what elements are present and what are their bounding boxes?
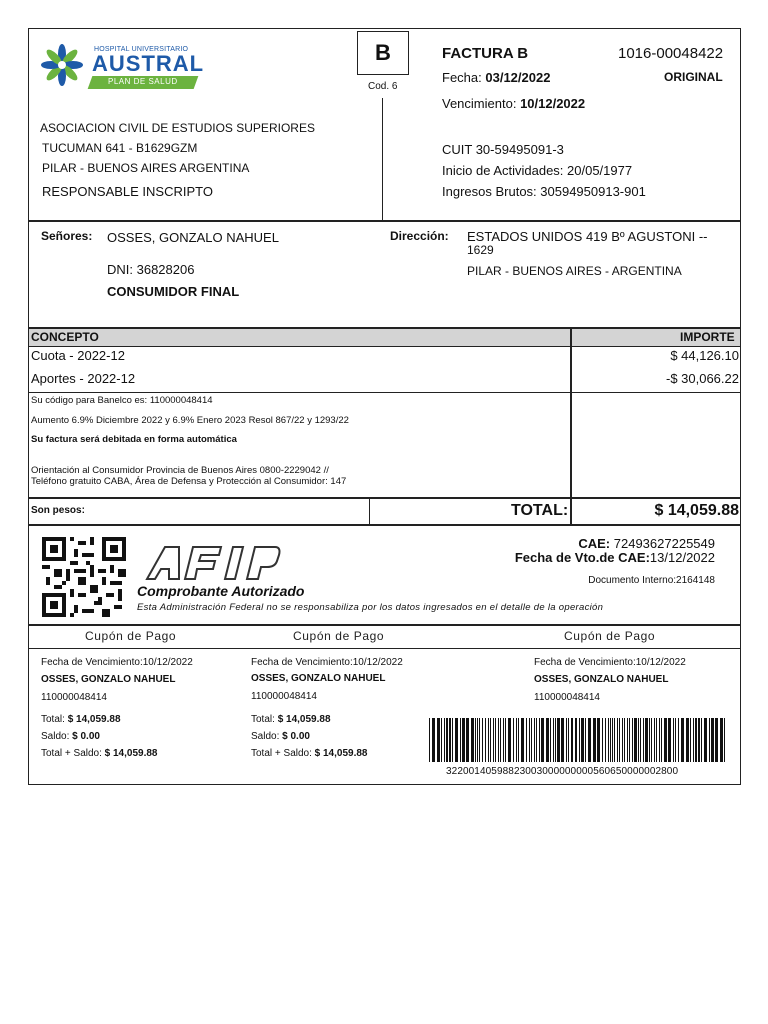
comprobante-autorizado: Comprobante Autorizado xyxy=(137,583,305,599)
note-aumento: Aumento 6.9% Diciembre 2022 y 6.9% Enero 2023 Resol 867/22 y 1293/22 xyxy=(31,415,349,426)
afip-bottom-rule xyxy=(28,624,741,626)
coupon-1-total-label: Total: xyxy=(41,714,65,725)
issuer-address: TUCUMAN 641 - B1629GZM xyxy=(42,141,198,155)
totals-divider-left xyxy=(369,497,370,524)
copy-label: ORIGINAL xyxy=(664,70,723,84)
barcode-number: 32200140598823003000000000560650000002800 xyxy=(446,766,679,777)
issuer-ingresos: Ingresos Brutos: 30594950913-901 xyxy=(442,184,646,199)
coupon-2-total-saldo-value: $ 14,059.88 xyxy=(314,748,368,759)
coupon-2-total-value: $ 14,059.88 xyxy=(277,714,331,725)
items-header-bar xyxy=(29,328,740,346)
coupon-title-rule xyxy=(28,648,741,649)
issuer-inicio: Inicio de Actividades: 20/05/1977 xyxy=(442,163,633,178)
coupon-2-name: OSSES, GONZALO NAHUEL xyxy=(251,673,386,684)
coupon-2-total-label: Total: xyxy=(251,714,275,725)
qr-code-icon xyxy=(42,537,126,617)
coupon-2-vencimiento: Fecha de Vencimiento:10/12/2022 xyxy=(251,657,403,668)
logo-line3: PLAN DE SALUD xyxy=(108,77,178,86)
coupon-2-total-saldo-label: Total + Saldo: xyxy=(251,748,312,759)
coupon-1-code: 110000048414 xyxy=(41,692,107,703)
doc-title: FACTURA B xyxy=(442,45,529,62)
flower-logo-icon xyxy=(38,42,86,88)
company-logo xyxy=(38,42,208,92)
coupon-1-title: Cupón de Pago xyxy=(85,629,177,643)
fecha-label: Fecha: xyxy=(442,70,482,85)
client-name: OSSES, GONZALO NAHUEL xyxy=(107,230,279,245)
cod-label: Cod. 6 xyxy=(368,81,398,92)
coupon-3-title: Cupón de Pago xyxy=(564,629,656,643)
doc-number: 1016-00048422 xyxy=(618,45,724,62)
coupon-2-saldo-value: $ 0.00 xyxy=(282,731,310,742)
client-dni: DNI: 36828206 xyxy=(107,262,195,277)
note-orientacion-2: Teléfono gratuito CABA, Área de Defensa y Protección al Consumidor: 147 xyxy=(31,476,347,487)
afip-disclaimer: Esta Administración Federal no se responsabiliza por los datos ingresados en el detalle de la operación xyxy=(137,602,604,613)
afip-logo xyxy=(145,530,281,581)
issuer-name: ASOCIACION CIVIL DE ESTUDIOS SUPERIORES xyxy=(40,121,315,135)
items-header-rule xyxy=(28,346,741,347)
coupon-2-title: Cupón de Pago xyxy=(293,629,385,643)
total-label: TOTAL: xyxy=(511,502,569,519)
item-row-2-concepto: Aportes - 2022-12 xyxy=(31,371,136,386)
barcode-icon xyxy=(429,718,728,762)
coupon-3-vencimiento: Fecha de Vencimiento:10/12/2022 xyxy=(534,657,686,668)
note-banelco: Su código para Banelco es: 110000048414 xyxy=(31,395,213,406)
cae-row xyxy=(520,536,715,551)
vencimiento-value: 10/12/2022 xyxy=(520,96,586,111)
header-divider xyxy=(382,98,383,220)
cae-vto-value: 13/12/2022 xyxy=(649,550,715,565)
totals-top-rule xyxy=(28,497,741,499)
items-top-rule xyxy=(28,327,741,329)
issuer-city: PILAR - BUENOS AIRES ARGENTINA xyxy=(42,161,250,175)
vencimiento-label: Vencimiento: xyxy=(442,96,517,111)
coupon-1-saldo xyxy=(41,731,100,742)
coupon-1-name: OSSES, GONZALO NAHUEL xyxy=(41,674,176,685)
coupon-1-saldo-label: Saldo: xyxy=(41,731,70,742)
item-row-1-importe: $ 44,126.10 xyxy=(670,348,739,363)
note-orientacion-1: Orientación al Consumidor Provincia de Buenos Aires 0800-2229042 // xyxy=(31,465,329,476)
coupon-2-total-saldo xyxy=(251,748,367,759)
direccion-label: Dirección: xyxy=(390,229,449,243)
coupon-1-total-saldo xyxy=(41,748,157,759)
client-address-line3: PILAR - BUENOS AIRES - ARGENTINA xyxy=(467,264,682,278)
vencimiento-row xyxy=(442,96,585,111)
fecha-value: 03/12/2022 xyxy=(485,70,551,85)
totals-bottom-rule xyxy=(28,524,741,526)
afip-logo-text: AFIP xyxy=(145,530,181,547)
coupon-1-total xyxy=(41,714,121,725)
son-pesos-label: Son pesos: xyxy=(31,505,85,516)
note-debito: Su factura será debitada en forma automática xyxy=(31,434,237,445)
header-bottom-rule xyxy=(28,220,741,222)
coupon-1-total-saldo-value: $ 14,059.88 xyxy=(104,748,158,759)
coupon-2-code: 110000048414 xyxy=(251,691,317,702)
logo-line2: AUSTRAL xyxy=(92,51,205,76)
coupon-2-saldo xyxy=(251,731,310,742)
col-concepto-header: CONCEPTO xyxy=(31,330,99,344)
client-condition: CONSUMIDOR FINAL xyxy=(107,284,240,299)
item-row-1-concepto: Cuota - 2022-12 xyxy=(31,348,125,363)
issuer-tax-condition: RESPONSABLE INSCRIPTO xyxy=(42,184,213,199)
coupon-3-name: OSSES, GONZALO NAHUEL xyxy=(534,674,669,685)
client-address-line1: ESTADOS UNIDOS 419 Bº AGUSTONI -- xyxy=(467,229,708,244)
logo-line1: HOSPITAL UNIVERSITARIO xyxy=(94,46,189,53)
totals-divider-right xyxy=(570,497,572,524)
documento-interno: Documento Interno:2164148 xyxy=(588,575,715,586)
coupon-2-saldo-label: Saldo: xyxy=(251,731,280,742)
issuer-cuit: CUIT 30-59495091-3 xyxy=(442,142,564,157)
client-address-line2: 1629 xyxy=(467,243,494,257)
items-rows-rule xyxy=(28,392,741,393)
coupon-2-total xyxy=(251,714,331,725)
cae-vto-label: Fecha de Vto.de CAE: xyxy=(514,550,650,565)
senores-label: Señores: xyxy=(41,229,93,243)
coupon-1-saldo-value: $ 0.00 xyxy=(72,731,100,742)
item-row-2-importe: -$ 30,066.22 xyxy=(665,371,739,386)
col-importe-header: IMPORTE xyxy=(680,330,735,344)
fecha-row xyxy=(442,70,550,85)
coupon-1-total-saldo-label: Total + Saldo: xyxy=(41,748,102,759)
cae-label: CAE: xyxy=(578,536,611,551)
total-value: $ 14,059.88 xyxy=(654,502,739,519)
coupon-3-code: 110000048414 xyxy=(534,692,600,703)
coupon-1-total-value: $ 14,059.88 xyxy=(67,714,121,725)
cae-value: 72493627225549 xyxy=(613,536,715,551)
items-col-divider xyxy=(570,327,572,497)
coupon-1-vencimiento: Fecha de Vencimiento:10/12/2022 xyxy=(41,657,193,668)
cae-vto-row xyxy=(495,550,715,565)
invoice-letter-box: B xyxy=(357,31,409,75)
